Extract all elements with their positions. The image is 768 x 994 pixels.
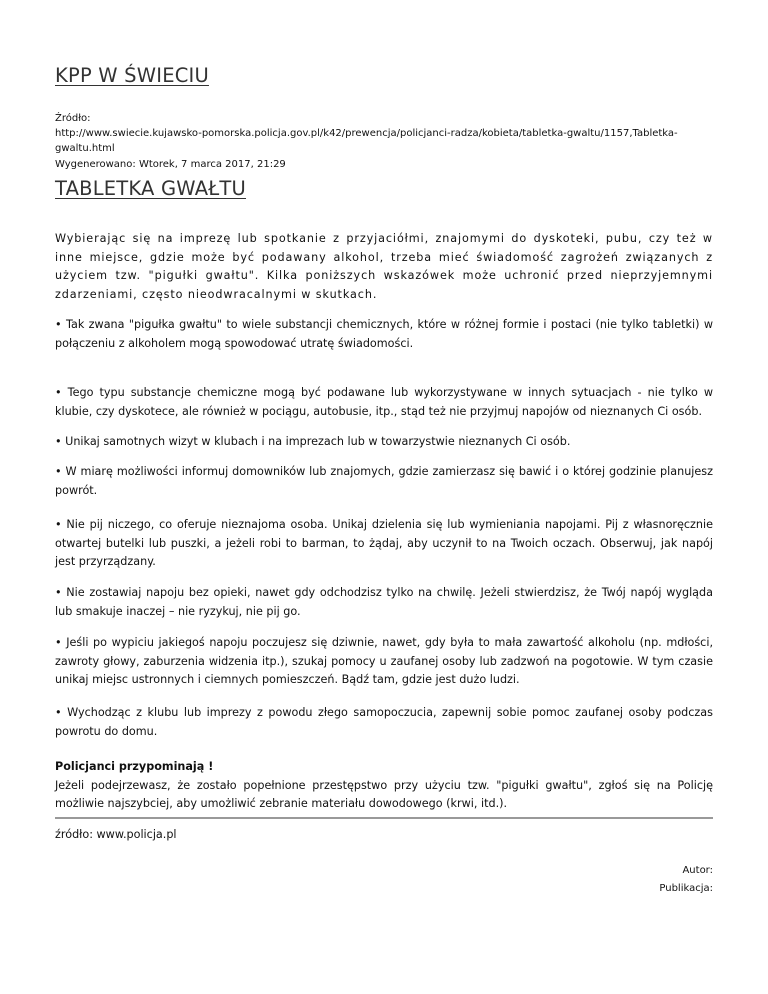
author-label: Autor:	[682, 865, 713, 876]
generated-date: Wygenerowano: Wtorek, 7 marca 2017, 21:29	[55, 158, 286, 170]
source-label: Źródło:	[55, 113, 91, 124]
reminder-block	[55, 758, 713, 814]
divider	[55, 817, 713, 819]
article-footer	[413, 862, 713, 898]
article-title[interactable]: TABLETKA GWAŁTU	[55, 177, 247, 200]
intro-paragraph: Wybierając się na imprezę lub spotkanie z przyjaciółmi, znajomymi do dyskoteki, pubu, czy też w inne miejsce, gdzie może być podawany alkohol, trzeba mieć świadomość zagrożeń związanych z użyciem tzw. "pigułki gwałtu". Kilka poniższych wskazówek może uchronić przed nieprzyjemnymi zdarzeniami, często nieodwracalnymi w skutkach.	[55, 232, 713, 301]
source-meta	[55, 111, 715, 172]
site-title[interactable]: KPP W ŚWIECIU	[55, 64, 209, 87]
tip-paragraph: • W miarę możliwości informuj domowników lub znajomych, gdzie zamierzasz się bawić i o której godzinie planujesz powrót.	[55, 465, 713, 497]
tip-paragraph: • Jeśli po wypiciu jakiegoś napoju poczujesz się dziwnie, nawet, gdy była to mała zawartość alkoholu (np. mdłości, zawroty głowy, zaburzenia widzenia itp.), szukaj pomocy u zaufanej osoby lub zadzwoń na pogotowie. W tym czasie unikaj miejsc ustronnych i ciemnych pomieszczeń. Bądź tam, gdzie jest dużo ludzi.	[55, 636, 713, 686]
tip-paragraph: • Tak zwana "pigułka gwałtu" to wiele substancji chemicznych, które w różnej formie i postaci (nie tylko tabletki) w połączeniu z alkoholem mogą spowodować utratę świadomości.	[55, 318, 713, 350]
tip-paragraph: • Nie pij niczego, co oferuje nieznajoma osoba. Unikaj dzielenia się lub wymieniania napojami. Pij z własnoręcznie otwartej butelki lub puszki, a jeżeli robi to barman, to żądaj, aby uczynił to na Twoich oczach. Obserwuj, jak napój jest przyrządzany.	[55, 518, 713, 568]
tip-paragraph: • Nie zostawiaj napoju bez opieki, nawet gdy odchodzisz tylko na chwilę. Jeżeli stwierdzisz, że Twój napój wygląda lub smakuje inaczej – nie ryzykuj, nie pij go.	[55, 586, 713, 618]
source-line: źródło: www.policja.pl	[55, 828, 177, 841]
reminder-text: Jeżeli podejrzewasz, że zostało popełnione przestępstwo przy użyciu tzw. "pigułki gwałtu", zgłoś się na Policję możliwie najszybciej, aby umożliwić zebranie materiału dowodowego (krwi, itd.).	[55, 778, 713, 810]
tip-paragraph: • Tego typu substancje chemiczne mogą być podawane lub wykorzystywane w innych sytuacjach - nie tylko w klubie, czy dyskotece, ale również w pociągu, autobusie, itp., stąd też nie przyjmuj napojów od nieznanych Ci osób.	[55, 386, 713, 418]
reminder-heading: Policjanci przypominają !	[55, 760, 214, 773]
source-url[interactable]: http://www.swiecie.kujawsko-pomorska.policja.gov.pl/k42/prewencja/policjanci-radza/kobieta/tabletka-gwaltu/1157,Tabletka-gwaltu.html	[55, 128, 678, 155]
tip-paragraph: • Unikaj samotnych wizyt w klubach i na imprezach lub w towarzystwie nieznanych Ci osób.	[55, 435, 571, 448]
tip-paragraph: • Wychodząc z klubu lub imprezy z powodu złego samopoczucia, zapewnij sobie pomoc zaufanej osoby podczas powrotu do domu.	[55, 706, 713, 738]
publication-label: Publikacja:	[659, 883, 713, 894]
